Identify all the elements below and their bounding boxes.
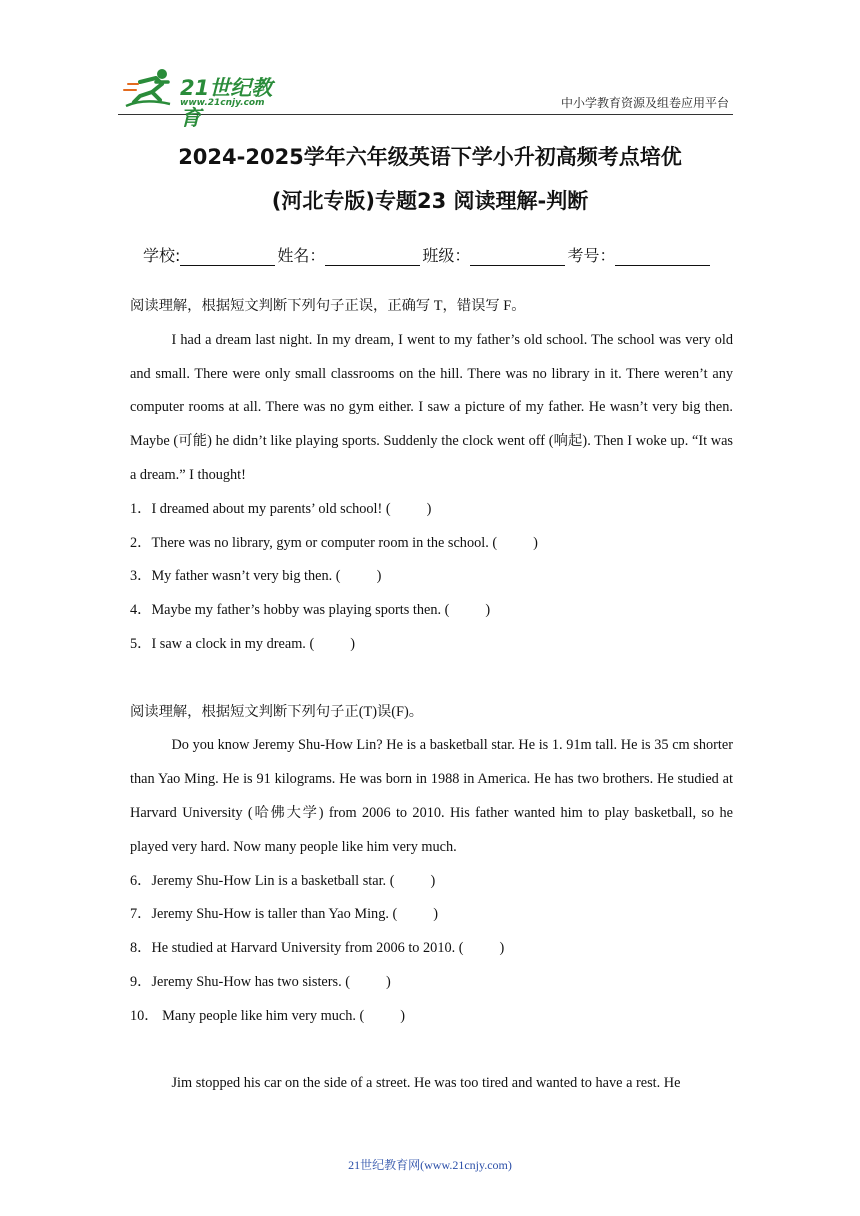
- question-1: 1．I dreamed about my parents’ old school! ( ): [130, 500, 432, 517]
- name-label: 姓名：: [277, 246, 326, 265]
- section-2-passage: Do you know Jeremy Shu-How Lin? He is a basketball star. He is 1. 91m tall. He is 35 cm shorter than Yao Ming. He is 91 kilograms. He was born in 1988 in America. He has two brothers. He studied at Harvard University (哈佛大学) from 2006 to 2010. His father wanted him to play basketball, so he played very hard. Now many people like him very much.: [130, 737, 733, 855]
- question-10: 10． Many people like him very much. ( ): [130, 1007, 406, 1024]
- logo-url: www.21cnjy.com: [180, 98, 265, 108]
- exam-number-blank[interactable]: [615, 247, 710, 266]
- question-3: 3．My father wasn’t very big then. ( ): [130, 568, 382, 585]
- document-body: [130, 290, 733, 1101]
- platform-tagline: 中小学教育资源及组卷应用平台: [560, 96, 729, 110]
- question-2: 2．There was no library, gym or computer room in the school. ( ): [130, 534, 538, 551]
- question-5: 5．I saw a clock in my dream. ( ): [130, 635, 355, 652]
- class-label: 班级：: [422, 246, 471, 265]
- page-header: [118, 66, 733, 130]
- school-blank[interactable]: [180, 247, 275, 266]
- logo: [122, 68, 292, 130]
- runner-logo-icon: [122, 68, 182, 110]
- class-blank[interactable]: [470, 247, 565, 266]
- page-footer: 21世纪教育网(www.21cnjy.com): [348, 1158, 512, 1172]
- exam-number-label: 考号：: [567, 246, 616, 265]
- section-3-passage: Jim stopped his car on the side of a street. He was too tired and wanted to have a rest. He: [171, 1075, 681, 1092]
- question-6: 6．Jeremy Shu-How Lin is a basketball star. ( ): [130, 872, 436, 889]
- title-line-2: (河北专版)专题23 阅读理解-判断: [271, 189, 589, 213]
- logo-text: 21世纪教育: [180, 76, 273, 130]
- question-7: 7．Jeremy Shu-How is taller than Yao Ming. ( ): [130, 906, 439, 923]
- section-2-instruction: 阅读理解，根据短文判断下列句子正(T)误(F)。: [130, 703, 424, 720]
- section-1-passage: I had a dream last night. In my dream, I went to my father’s old school. The school was very old and small. There were only small classrooms on the hill. There was no library in it. There weren’t any computer rooms at all. There was no gym either. I saw a picture of my father. He wasn’t very big then. Maybe (可能) he didn’t like playing sports. Suddenly the clock went off (响起). Then I woke up. “It was a dream.” I thought!: [130, 331, 733, 483]
- section-1-instruction: 阅读理解，根据短文判断下列句子正误，正确写 T，错误写 F。: [130, 298, 526, 314]
- name-blank[interactable]: [325, 247, 420, 266]
- spacer: [130, 662, 733, 696]
- spacer: [130, 1034, 733, 1068]
- question-8: 8．He studied at Harvard University from 2006 to 2010. ( ): [130, 940, 505, 957]
- student-info-row: [143, 243, 712, 266]
- school-label: 学校:: [143, 246, 181, 265]
- title-line-1: 2024-2025学年六年级英语下学小升初高频考点培优: [178, 145, 682, 169]
- question-4: 4．Maybe my father’s hobby was playing sports then. ( ): [130, 602, 491, 619]
- question-9: 9．Jeremy Shu-How has two sisters. ( ): [130, 973, 391, 990]
